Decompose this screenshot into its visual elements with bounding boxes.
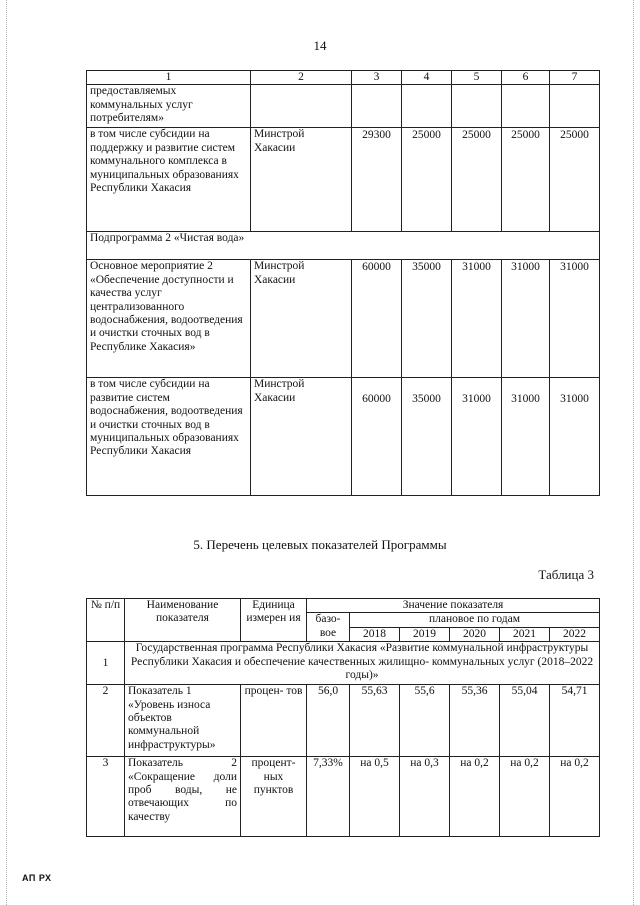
planned-value: 55,04 [500,685,550,757]
value-cell: 25000 [452,128,502,232]
planned-value: 55,6 [400,685,450,757]
row-num: 1 [87,642,125,685]
planned-value: на 0,2 [550,757,600,837]
value-cell: 35000 [402,378,452,496]
value-cell: 25000 [502,128,550,232]
value-cell [550,85,600,128]
subprogram-row [87,232,600,260]
row-num: 3 [87,757,125,837]
header-year: 2022 [550,627,600,641]
base-value: 7,33% [307,757,350,837]
program-row [87,642,600,685]
header-year: 2019 [400,627,450,641]
table-label: Таблица 3 [538,567,594,582]
table-row [87,260,600,378]
table-row [87,128,600,232]
organization: Минстрой Хакасии [251,260,352,378]
header-cell: 7 [550,71,600,85]
organization: Минстрой Хакасии [251,378,352,496]
value-cell [352,85,402,128]
value-cell: 31000 [502,378,550,496]
header-year: 2021 [500,627,550,641]
value-cell: 29300 [352,128,402,232]
header-unit: Единица измерен ия [241,599,307,642]
organization [251,85,352,128]
table-row [87,757,600,837]
planned-value: 55,36 [450,685,500,757]
header-cell: 6 [502,71,550,85]
funding-table [86,70,600,496]
indicator-name: Показатель 1 «Уровень износа объектов коммунальной инфраструктуры» [125,685,241,757]
header-cell: 3 [352,71,402,85]
header-cell: 1 [87,71,251,85]
value-cell: 31000 [502,260,550,378]
program-title: Государственная программа Республики Хакасия «Развитие коммунальной инфраструктуры Республики Хакасия и обеспечение качественных жилищно- коммунальных услуг (2018–2022 годы)» [125,642,600,685]
planned-value: 54,71 [550,685,600,757]
base-value: 56,0 [307,685,350,757]
header-value: Значение показателя [307,599,600,613]
measure-name: в том числе субсидии на развитие систем водоснабжения, водоотведения и очистки сточных вод в муниципальных образованиях Республики Хакасия [87,378,251,496]
planned-value: на 0,3 [400,757,450,837]
value-cell: 35000 [402,260,452,378]
header-year: 2020 [450,627,500,641]
indicators-table [86,598,600,837]
value-cell [502,85,550,128]
indicator-unit: процен- тов [241,685,307,757]
table-header-row [87,71,600,85]
measure-name: в том числе субсидии на поддержку и развитие систем коммунального комплекса в муниципальных образованиях Республики Хакасия [87,128,251,232]
planned-value: на 0,2 [450,757,500,837]
value-cell: 60000 [352,260,402,378]
table-header-row [87,599,600,613]
value-cell: 31000 [452,378,502,496]
table-row [87,85,600,128]
value-cell: 31000 [550,378,600,496]
value-cell: 60000 [352,378,402,496]
subprogram-title: Подпрограмма 2 «Чистая вода» [87,232,600,260]
header-name: Наименование показателя [125,599,241,642]
indicator-name: Показатель 2 «Сокращение доли проб воды, не отвечающих по качеству [125,757,241,837]
header-year: 2018 [350,627,400,641]
planned-value: на 0,2 [500,757,550,837]
header-cell: 5 [452,71,502,85]
header-cell: 2 [251,71,352,85]
planned-value: 55,63 [350,685,400,757]
measure-name: предоставляемых коммунальных услуг потребителям» [87,85,251,128]
value-cell [402,85,452,128]
value-cell: 25000 [550,128,600,232]
header-cell: 4 [402,71,452,85]
indicator-unit: процент- ных пунктов [241,757,307,837]
table-row [87,378,600,496]
value-cell: 31000 [452,260,502,378]
section-title: 5. Перечень целевых показателей Программы [193,537,447,552]
value-cell [452,85,502,128]
page-edge-left [6,0,7,905]
header-planned: плановое по годам [350,613,600,627]
footer-mark: АП РХ [22,873,52,883]
page-number: 14 [313,38,327,53]
value-cell: 31000 [550,260,600,378]
page-edge-right [633,0,634,905]
header-base: базо- вое [307,613,350,642]
row-num: 2 [87,685,125,757]
organization: Минстрой Хакасии [251,128,352,232]
value-cell: 25000 [402,128,452,232]
header-num: № п/п [87,599,125,642]
planned-value: на 0,5 [350,757,400,837]
measure-name: Основное мероприятие 2 «Обеспечение доступности и качества услуг централизованного водоснабжения, водоотведения и очистки сточных вод в Республике Хакасия» [87,260,251,378]
table-row [87,685,600,757]
